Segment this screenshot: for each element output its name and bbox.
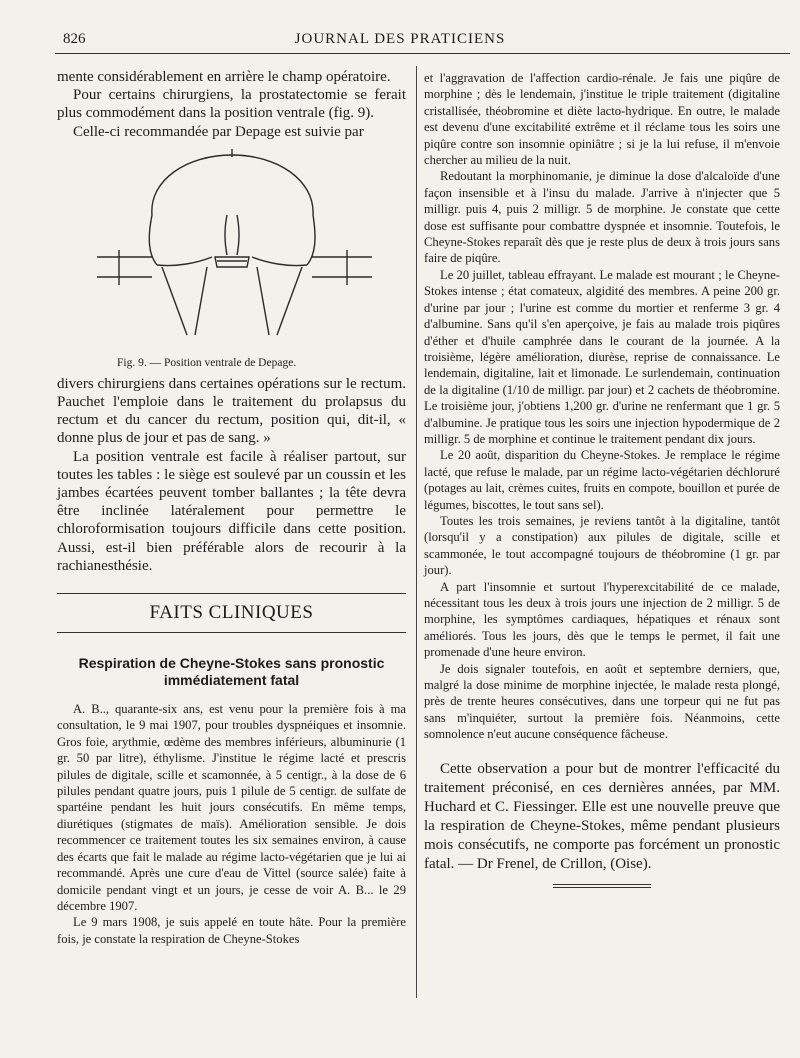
conclusion-paragraph: Cette observation a pour but de montrer l'efficacité du traitement préconisé, en ces dernières années, par MM. Huchard et C. Fiessinger. Elle est une nouvelle preuve que la respiration de Cheyne-Stokes, même pendant plusieurs mois consécutifs, ne comporte pas forcément un pronostic fatal. — Dr Frenel, de Crillon, (Oise). xyxy=(424,760,780,872)
conclusion-block xyxy=(424,760,780,874)
figure-9 xyxy=(57,145,406,375)
paragraph: mente considérablement en arrière le champ opératoire. xyxy=(57,69,391,85)
paragraph: La position ventrale est facile à réaliser partout, sur toutes les tables : le siège est soulevé par un coussin et les jambes écartées peuvent tomber ballantes ; la tête devra être inclinée latéralement pour permettre le chloroformisation toujours difficile dans cette position. Aussi, est-il bien préférable alors de recourir à la rachianesthésie. xyxy=(57,448,406,574)
section-rule xyxy=(57,632,406,633)
journal-title: JOURNAL DES PRATICIENS xyxy=(294,31,506,47)
section-title: FAITS CLINIQUES xyxy=(57,593,406,624)
paragraph: Le 9 mars 1908, je suis appelé en toute hâte. Pour la première fois, je constate la respiration de Cheyne-Stokes xyxy=(57,915,406,946)
paragraph: A part l'insomnie et surtout l'hyperexcitabilité de ce malade, nécessitant tous les deux à trois jours une injection de 2 milligr. 5 de morphine, les symptômes cardiaques, hépatiques et rénaux sont améliorés. Tous les jours, dès que le temps le permet, il fait une promenade d'une heure environ. xyxy=(424,579,780,660)
torso-outline xyxy=(152,155,313,215)
paragraph: Redoutant la morphinomanie, je diminue la dose d'alcaloïde d'une façon insensible et à l'insu du malade. J'arrive à n'injecter que 5 milligr. puis 4, puis 2 milligr. 5 de morphine. Je constate que cette dose est suffisante pour combattre dyspnée et insomnie. Toutefois, le Cheyne-Stokes reparaît dès que je reste plus de deux à trois jours sans faire de piqûre. xyxy=(424,169,780,266)
paragraph: Pour certains chirurgiens, la prostatectomie se ferait plus commodément dans la position ventrale (fig. 9). xyxy=(57,87,406,122)
buttock-right xyxy=(252,257,307,266)
paragraph: Le 20 août, disparition du Cheyne-Stokes. Je remplace le régime lacté, que refuse le malade, par un régime lacto-végétarien déchloruré (potages au lait, crèmes cuites, fruits en compote, bouillon et purée de légumes, biscottes, le tout sans sel). xyxy=(424,448,780,512)
article-title: Respiration de Cheyne-Stokes sans pronostic immédiatement fatal xyxy=(78,655,385,689)
header-rule xyxy=(55,53,790,54)
right-column xyxy=(424,70,780,888)
page-number: 826 xyxy=(63,31,86,47)
paragraph: Je dois signaler toutefois, en août et septembre derniers, que, malgré la dose minime de morphine injectée, le malade resta plongé, près de trente heures consécutives, dans une torpeur qui ne fut pas sans m'inquiéter, surtout la première fois. Néanmoins, cette somnolence n'eut aucune conséquence fâcheuse. xyxy=(424,661,780,742)
ventral-position-illustration xyxy=(77,145,387,350)
left-leg xyxy=(162,267,187,335)
figure-caption: Fig. 9. — Position ventrale de Depage. xyxy=(117,356,297,369)
paragraph: divers chirurgiens dans certaines opérations sur le rectum. Pauchet l'emploie dans le traitement du prolapsus du rectum et du cancer du rectum, position qui, dit-il, « donne plus de jour et pas de sang. » xyxy=(57,375,406,447)
left-column xyxy=(57,68,406,947)
end-rule xyxy=(553,884,651,888)
right-leg xyxy=(257,267,269,335)
column-divider xyxy=(416,66,417,998)
buttock-left xyxy=(157,257,212,266)
perineum-area xyxy=(215,257,249,267)
paragraph: Le 20 juillet, tableau effrayant. Le malade est mourant ; le Cheyne-Stokes intense ; état comateux, algidité des membres. A peine 200 gr. d'urine par jour ; l'urine est comme du mortier et renferme 3 gr. 4 d'albumine. Sans qu'il s'en aperçoive, je fais au malade trois piqûres d'éther et d'huile camphrée dans le courant de la journée. A la troisième, légère amélioration, diurèse, reprise de connaissance. Le lendemain, digitaline, lait et limonade. Le surlendemain, continuation de la digitaline (1/10 de milligr. par jour) et 2 cachets de théobromine. Le troisième jour, j'obtiens 1,200 gr. d'urine ne renfermant que 1 gr. 5 d'albumine. Je pratique tous les soirs une injection hypodermique de 2 milligr. 5 de morphine et continue le traitement pendant dix jours. xyxy=(424,267,780,446)
paragraph: et l'aggravation de l'affection cardio-rénale. Je fais une piqûre de morphine ; dès le lendemain, j'institue le triple traitement (digitaline cristallisée, théobromine et diète lacto-hydrique. En outre, le malade est devenu d'une excitabilité extrême et il réclame tous les soirs une piqûre contre son insomnie opiniâtre ; si je la lui refuse, il m'envoie chercher au milieu de la nuit. xyxy=(424,71,780,168)
paragraph: A. B.., quarante-six ans, est venu pour la première fois à ma consultation, le 9 mai 1907, pour troubles dyspnéiques et insomnie. Gros foie, arythmie, œdème des membres inférieurs, albuminurie (1 gr. 50 par litre), éthylisme. J'institue le régime lacté et prescris pilules de digitale, scille et scamonnée, à 5 centigr., à la dose de 6 pilules pendant quatre jours, puis 1 pilule de 5 centigr. de sulfate de spartéine pendant les huit jours consécutifs. En même temps, diurétiques (stigmates de maïs). Amélioration sensible. Je dois recommencer ce traitement toutes les six semaines environ, à cause des écarts que fait le malade au régime lacto-végétarien que je lui ai recommandé. Après une cure d'eau de Vittel (source salée) faite à domicile pendant vingt et un jours, je cesse de voir A. B... le 29 décembre 1907. xyxy=(57,702,406,913)
paragraph: Toutes les trois semaines, je reviens tantôt à la digitaline, tantôt (lorsqu'il y a constipation) aux pilules de digitale, scille et scammonée, le tout accompagné toujours de théobromine (1 gr. par jour). xyxy=(424,513,780,578)
paragraph: Celle-ci recommandée par Depage est suivie par xyxy=(73,123,364,140)
